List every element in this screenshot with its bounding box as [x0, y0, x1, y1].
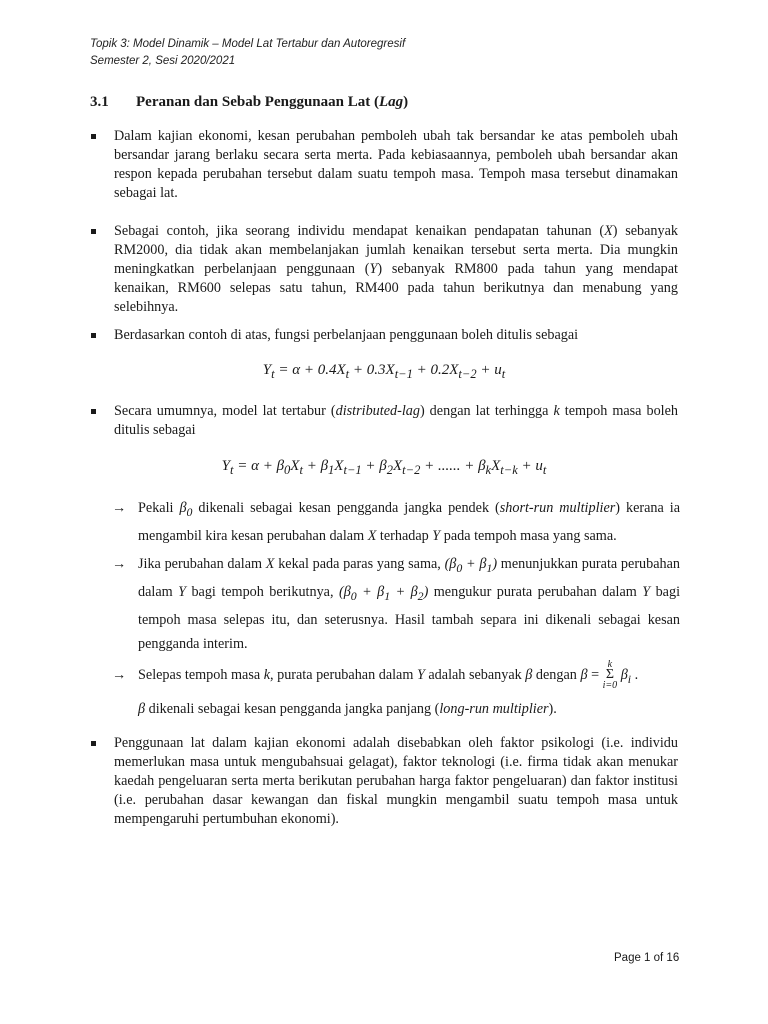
bullet-text-1: Dalam kajian ekonomi, kesan perubahan pemboleh ubah tak bersandar ke atas pemboleh ubah bersandar jarang berlaku secara serta merta. Pada kebiasaannya, pemboleh ubah bersandar akan respon kepada perubahan tersebut dalam suatu tempoh masa. Tempoh masa tersebut dinamakan sebagai lat.: [90, 127, 678, 203]
arrow-icon: →: [112, 667, 127, 683]
paragraph-2: [90, 222, 678, 317]
equation-distributed-lag: $Y_t = \alpha + \beta_0X_t + \beta_1X_{t-1} + \beta_2X_{t-2}$ + ...... + $\beta_kX_{t-k} + u_t$: [221, 458, 547, 477]
header-semester: Semester 2, Sesi 2020/2021: [90, 55, 236, 67]
section-heading: 3.1 Peranan dan Sebab Penggunaan Lat (Lag): [90, 94, 409, 110]
paragraph-1: [90, 127, 678, 203]
arrow-item-3: → Selepas tempoh masa k, purata perubahan dalam Y adalah sebanyak β dengan β = k Σ i=0 $\beta_i$ . β dikenali sebagai kesan pengganda jangka panjang (long-run multiplier).: [112, 659, 639, 717]
arrow-item-2: → Jika perubahan dalam X kekal pada paras yang sama, $(\beta_0 + \beta_1)$ menunjukkan purata perubahan dalam Y bagi tempoh berikutnya, $(\beta_0 + \beta_1 + \beta_2)$ mengukur purata perubahan dalam Y bagi tempoh masa selepas itu, dan seterusnya. Hasil tambah separa ini dikenali sebagai kesan pengganda interim.: [112, 552, 680, 656]
bullet-text-4: Secara umumnya, model lat tertabur (distributed-lag) dengan lat terhingga k tempoh masa boleh ditulis sebagai: [90, 402, 678, 440]
arrow-icon: →: [112, 556, 127, 572]
paragraph-3: [90, 326, 678, 345]
bullet-text-5: Penggunaan lat dalam kajian ekonomi adalah disebabkan oleh faktor psikologi (i.e. individu memerlukan masa untuk mengubahsuai gelagat), faktor teknologi (i.e. firma tidak akan menukar kaedah pengeluaran serta merta berikutan perubahan harga faktor pengeluaran) dan faktor institusi (i.e. perubahan dasar kewangan dan fiskal mungkin mengambil suatu tempoh masa untuk mempengaruhi pertumbuhan ekonomi).: [90, 734, 678, 829]
page-number: Page 1 of 16: [614, 952, 680, 964]
header-topic: Topik 3: Model Dinamik – Model Lat Tertabur dan Autoregresif: [90, 38, 406, 50]
section-number: 3.1: [90, 94, 109, 110]
bullet-text-3: Berdasarkan contoh di atas, fungsi perbelanjaan penggunaan boleh ditulis sebagai: [90, 326, 678, 345]
bullet-text-2: Sebagai contoh, jika seorang individu mendapat kenaikan pendapatan tahunan (X) sebanyak RM2000, dia tidak akan membelanjakan jumlah kenaikan tersebut serta merta. Dia mungkin meningkatkan perbelanjaan penggunaan (Y) sebanyak RM800 pada tahun yang mendapat kenaikan, RM600 selepas satu tahun, RM400 pada tahun berikutnya dan menabung yang selebihnya.: [90, 222, 678, 317]
equation-consumption: $Y_t = \alpha + 0.4X_t + 0.3X_{t-1} + 0.2X_{t-2} + u_t$: [262, 362, 506, 381]
page-header: [90, 36, 405, 70]
paragraph-5: [90, 734, 678, 829]
section-title-italic: Lag: [378, 94, 404, 110]
arrow-icon: →: [112, 500, 127, 516]
paragraph-4: [90, 402, 678, 440]
section-title-text: Peranan dan Sebab Penggunaan Lat (: [136, 94, 379, 110]
arrow-item-1: → Pekali $\beta_0$ dikenali sebagai kesan pengganda jangka pendek (short-run multiplier) kerana ia mengambil kira kesan perubahan dalam X terhadap Y pada tempoh masa yang sama.: [112, 496, 680, 548]
